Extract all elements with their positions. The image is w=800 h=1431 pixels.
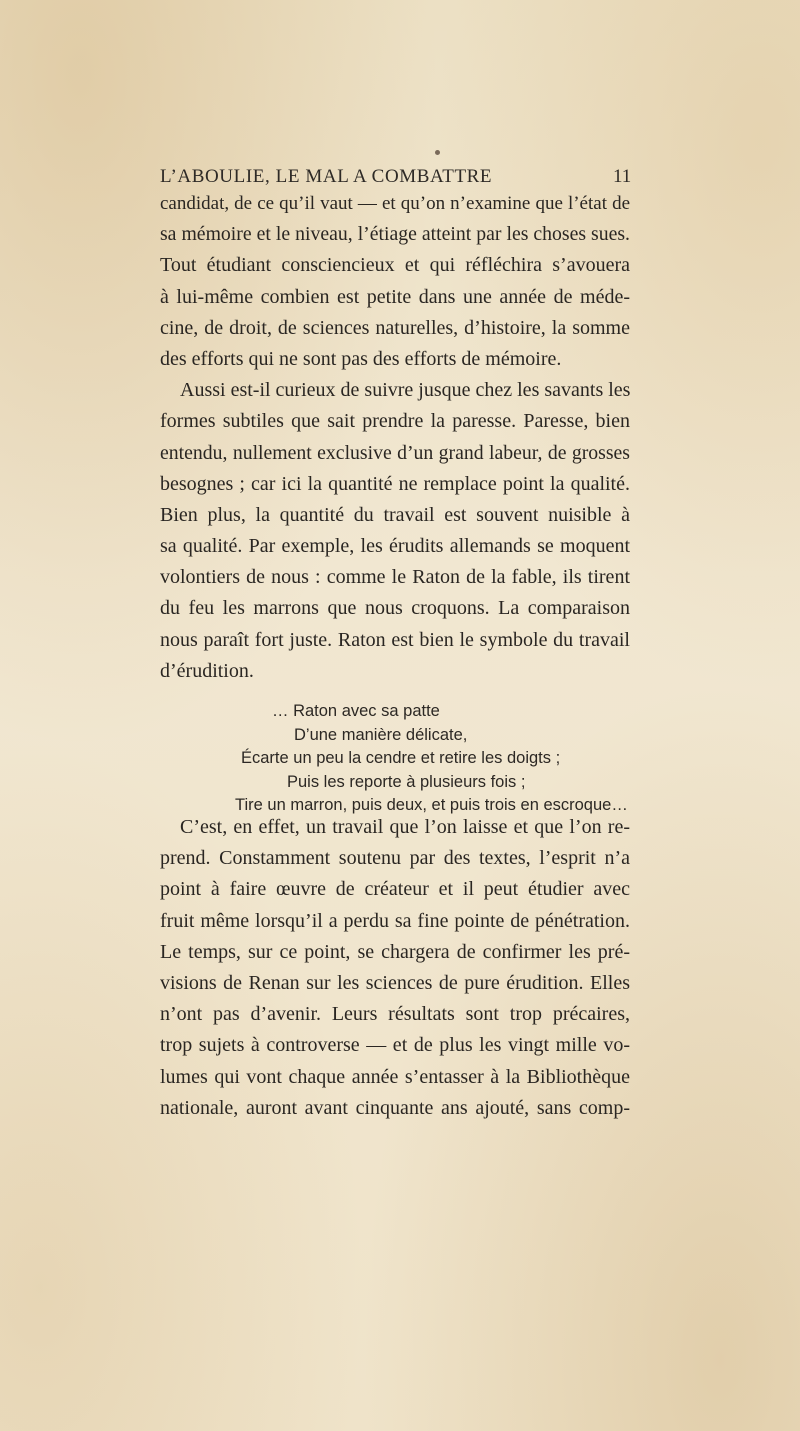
- text-line: trop sujets à controverse — et de plus les vingt mille vo-: [160, 1034, 630, 1057]
- text-line: Bien plus, la quantité du travail est souvent nuisible à: [160, 503, 630, 526]
- text-line: Tout étudiant consciencieux et qui réfléchira s’avouera: [160, 254, 630, 277]
- verse-line: Tire un marron, puis deux, et puis trois en escroque…: [235, 796, 628, 815]
- text-line: n’ont pas d’avenir. Leurs résultats sont trop précaires,: [160, 1003, 630, 1026]
- text-line: sa mémoire et le niveau, l’étiage atteint par les choses sues.: [160, 223, 630, 246]
- ornament-dot: [435, 150, 440, 155]
- text-line: prend. Constamment soutenu par des textes, l’esprit n’a: [160, 847, 630, 870]
- text-line: Le temps, sur ce point, se chargera de confirmer les pré-: [160, 940, 630, 963]
- text-line: visions de Renan sur les sciences de pure érudition. Elles: [160, 971, 630, 994]
- text-line: lumes qui vont chaque année s’entasser à la Bibliothèque: [160, 1065, 630, 1088]
- text-line: C’est, en effet, un travail que l’on laisse et que l’on re-: [180, 816, 630, 838]
- verse-line: … Raton avec sa patte: [272, 702, 440, 720]
- text-line: nationale, auront avant cinquante ans ajouté, sans comp-: [160, 1096, 630, 1119]
- body-text-top: [160, 188, 630, 687]
- text-line: d’érudition.: [160, 659, 254, 682]
- text-line: point à faire œuvre de créateur et il peut étudier avec: [160, 878, 630, 901]
- verse-line: Puis les reporte à plusieurs fois ;: [287, 772, 526, 791]
- text-line: nous paraît fort juste. Raton est bien le symbole du travail: [160, 628, 630, 651]
- verse-line: D’une manière délicate,: [294, 725, 468, 744]
- text-line: des efforts qui ne sont pas des efforts de mémoire.: [160, 347, 562, 370]
- text-line: du feu les marrons que nous croquons. La comparaison: [160, 597, 630, 620]
- verse-quotation: [160, 700, 630, 818]
- body-text-bottom: [160, 812, 630, 1124]
- text-line: Aussi est-il curieux de suivre jusque chez les savants les: [180, 379, 631, 402]
- page-number: 11: [613, 166, 632, 187]
- verse-line: Écarte un peu la cendre et retire les doigts ;: [241, 749, 561, 768]
- text-line: besognes ; car ici la quantité ne remplace point la qualité.: [160, 472, 630, 495]
- text-line: cine, de droit, de sciences naturelles, d’histoire, la somme: [160, 316, 630, 339]
- running-head: L’ABOULIE, LE MAL A COMBATTRE: [160, 166, 493, 187]
- text-line: entendu, nullement exclusive d’un grand labeur, de grosses: [160, 441, 630, 464]
- text-line: candidat, de ce qu’il vaut — et qu’on n’examine que l’état de: [160, 193, 630, 214]
- text-line: sa qualité. Par exemple, les érudits allemands se moquent: [160, 535, 630, 558]
- text-line: formes subtiles que sait prendre la paresse. Paresse, bien: [160, 410, 630, 433]
- text-line: volontiers de nous : comme le Raton de la fable, ils tirent: [160, 566, 630, 589]
- text-line: fruit même lorsqu’il a perdu sa fine pointe de pénétration.: [160, 909, 630, 932]
- text-line: à lui-même combien est petite dans une année de méde-: [160, 285, 630, 308]
